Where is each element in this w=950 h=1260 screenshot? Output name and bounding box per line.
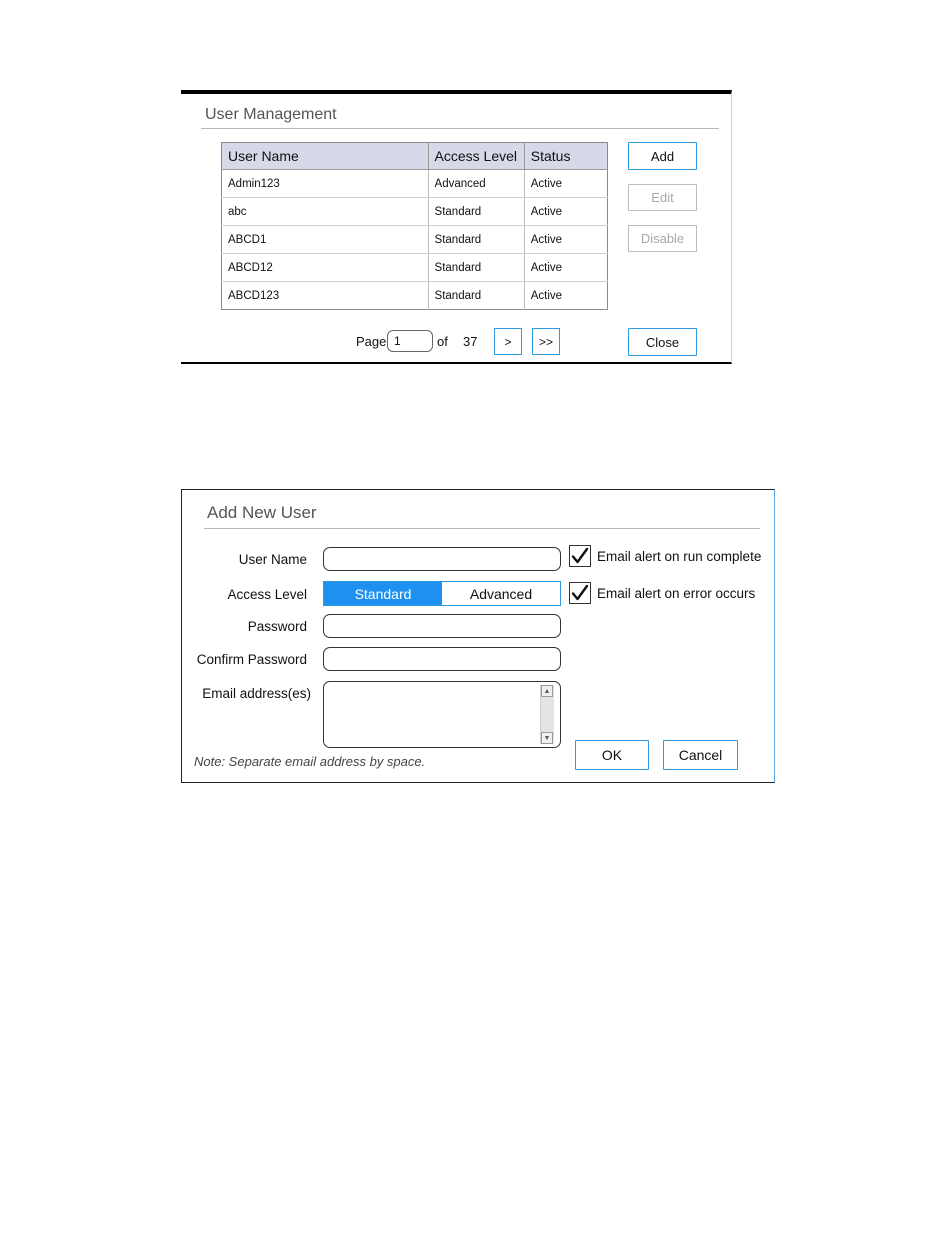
last-page-button[interactable]: >> (532, 328, 560, 355)
of-label: of (437, 334, 448, 349)
email-label: Email address(es) (202, 686, 311, 701)
cell-status: Active (530, 289, 563, 302)
table-header-row (222, 143, 608, 170)
cell-status: Active (524, 198, 607, 226)
error-occurs-label: Email alert on error occurs (597, 586, 756, 601)
user-table (221, 142, 608, 310)
page-number-value: 1 (394, 334, 401, 348)
table-row[interactable] (222, 226, 608, 254)
title-divider (201, 128, 719, 129)
cell-user-name: ABCD1 (222, 226, 429, 254)
column-header-access-level[interactable]: Access Level (428, 143, 524, 170)
cell-access-level: Standard (428, 282, 524, 310)
checkmark-icon (571, 547, 589, 565)
scroll-down-icon[interactable]: ▼ (541, 732, 553, 744)
ok-button[interactable]: OK (575, 740, 649, 770)
password-label: Password (247, 619, 307, 634)
column-header-user-name[interactable]: User Name (222, 143, 429, 170)
panel-title: User Management (205, 106, 337, 123)
cell-access-level: Standard (428, 226, 524, 254)
user-management-panel (181, 90, 732, 364)
confirm-password-label: Confirm Password (196, 652, 307, 667)
add-button[interactable]: Add (628, 142, 697, 170)
cell-user-name: ABCD123 (222, 282, 429, 310)
table-row[interactable] (222, 198, 608, 226)
cell-access-level: Standard (428, 254, 524, 282)
password-field[interactable] (323, 614, 561, 638)
email-textarea[interactable] (323, 681, 561, 748)
total-pages: 37 (463, 334, 478, 349)
table-row[interactable] (222, 282, 608, 310)
user-name-field[interactable] (323, 547, 561, 571)
next-page-button[interactable]: > (494, 328, 522, 355)
cancel-button[interactable]: Cancel (663, 740, 738, 770)
cell-status: Active (524, 226, 607, 254)
cell-access-level: Standard (428, 198, 524, 226)
cell-user-name: abc (222, 198, 429, 226)
run-complete-checkbox[interactable] (569, 545, 591, 567)
cell-user-name: Admin123 (222, 170, 429, 198)
edit-button[interactable]: Edit (628, 184, 697, 211)
email-note: Note: Separate email address by space. (194, 754, 426, 769)
run-complete-label: Email alert on run complete (597, 549, 762, 564)
scroll-up-icon[interactable]: ▲ (541, 685, 553, 697)
disable-button[interactable]: Disable (628, 225, 697, 252)
page-label: Page (356, 334, 387, 349)
panel-title: Add New User (207, 503, 317, 522)
cell-access-level: Advanced (428, 170, 524, 198)
access-option-standard[interactable]: Standard (324, 582, 442, 605)
add-new-user-panel (181, 489, 775, 783)
page-number-input[interactable] (387, 330, 433, 352)
cell-user-name: ABCD12 (222, 254, 429, 282)
checkmark-icon (571, 584, 589, 602)
table-row[interactable] (222, 170, 608, 198)
cell-status: Active (524, 170, 607, 198)
cell-status: Active (524, 254, 607, 282)
column-header-status[interactable]: Status (524, 143, 607, 170)
access-level-label: Access Level (227, 587, 307, 602)
user-name-label: User Name (238, 552, 307, 567)
title-divider (204, 528, 760, 529)
table-row[interactable] (222, 254, 608, 282)
confirm-password-field[interactable] (323, 647, 561, 671)
email-scrollbar[interactable] (540, 685, 554, 744)
access-level-toggle (323, 581, 561, 606)
error-occurs-checkbox[interactable] (569, 582, 591, 604)
access-option-advanced[interactable]: Advanced (442, 582, 560, 605)
close-button[interactable]: Close (628, 328, 697, 356)
